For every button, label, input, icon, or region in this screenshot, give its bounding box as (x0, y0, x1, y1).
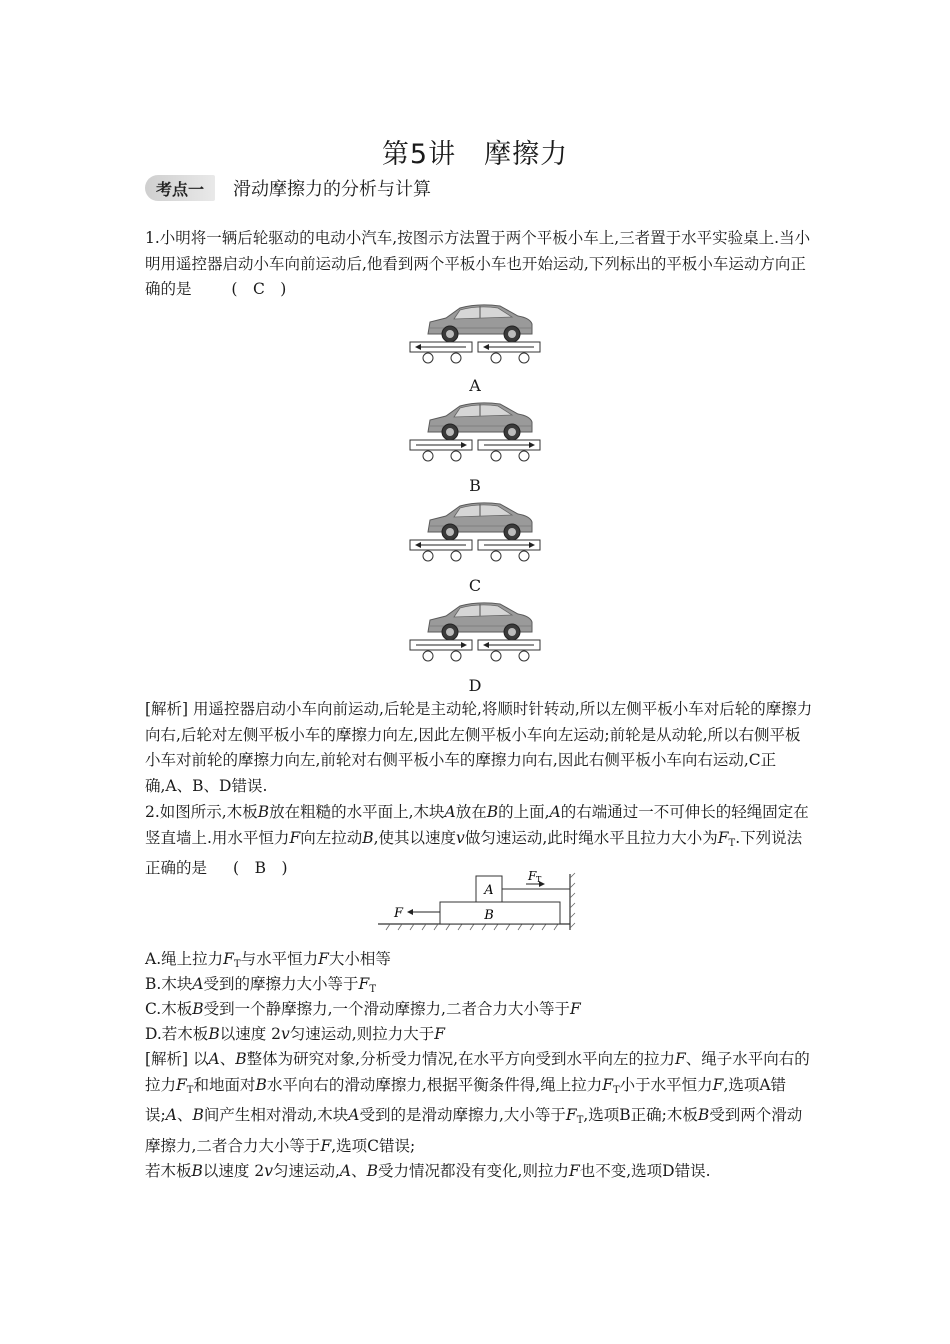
section-badge: 考点一 (145, 175, 215, 201)
figure-option-b (408, 398, 542, 468)
question-1-text: 1.小明将一辆后轮驱动的电动小汽车,按图示方法置于两个平板小车上,三者置于水平实验桌上.当小明用遥控器启动小车向前运动后,他看到两个平板小车也开始运动,下列标出的平板小车运动方向正确的是 (145, 229, 811, 298)
block-b-label: B (484, 908, 494, 923)
option-c-text: C.木板B受到一个静摩擦力,一个滑动摩擦力,二者合力大小等于F (145, 1000, 581, 1018)
section-title: 滑动摩擦力的分析与计算 (233, 179, 431, 200)
question-1-answer: ( C ) (231, 280, 287, 298)
force-ft-label: F (528, 869, 537, 883)
option-c-label: C (468, 576, 482, 595)
option-a-label: A (469, 376, 481, 395)
block-diagram (378, 868, 576, 932)
option-d-text: D.若木板B以速度 2v匀速运动,则拉力大于F (145, 1025, 445, 1043)
figure-option-d (408, 598, 542, 668)
figure-option-c (408, 498, 542, 568)
force-ft-subscript: T (536, 875, 542, 884)
question-2-analysis: [解析] 以A、B整体为研究对象,分析受力情况,在水平方向受到水平向左的拉力F、绳子水平向右的拉力$F_T$和地面对B水平向右的滑动摩擦力,根据平衡条件得,绳上拉力$F_T$小于水平恒力F,选项A错误;A、B间产生相对滑动,木块A受到的是滑动摩擦力,大小等于$F_T$,选项B正确;木板B受到两个滑动摩擦力,二者合力大小等于F,选项C错误; 若木板B以速度 2v匀速运动,A、B受力情况都没有变化,则拉力F也不变,选项D错误. (145, 1050, 810, 1180)
option-b-label: B (469, 476, 481, 495)
figure-option-a (408, 300, 542, 370)
page-title: 第5讲 摩擦力 (381, 139, 569, 170)
question-1-stem (145, 226, 815, 303)
section-header (145, 174, 431, 202)
option-b-text: B.木块A受到的摩擦力大小等于$F_T$ (145, 975, 376, 995)
force-f-label: F (394, 906, 404, 921)
question-2-answer: ( B ) (233, 859, 288, 877)
question-1-analysis: [解析] 用遥控器启动小车向前运动,后轮是主动轮,将顺时针转动,所以左侧平板小车对后轮的摩擦力向右,后轮对左侧平板小车的摩擦力向左,因此左侧平板小车向左运动;前轮是从动轮,所以右侧平板小车对前轮的摩擦力向左,前轮对右侧平板小车的摩擦力向右,因此右侧平板小车向右运动,C正确,A、B、D错误. (145, 700, 813, 795)
question-2-stem: 2.如图所示,木板B放在粗糙的水平面上,木块A放在B的上面,A的右端通过一不可伸长的轻绳固定在竖直墙上.用水平恒力F向左拉动B,使其以速度v做匀速运动,此时绳水平且拉力大小为$F_T$.下列说法正确的是 ( B ) (145, 803, 809, 877)
block-a-label: A (484, 883, 494, 898)
option-a-text: A.绳上拉力$F_T$与水平恒力F大小相等 (145, 950, 391, 970)
option-d-label: D (468, 676, 482, 695)
